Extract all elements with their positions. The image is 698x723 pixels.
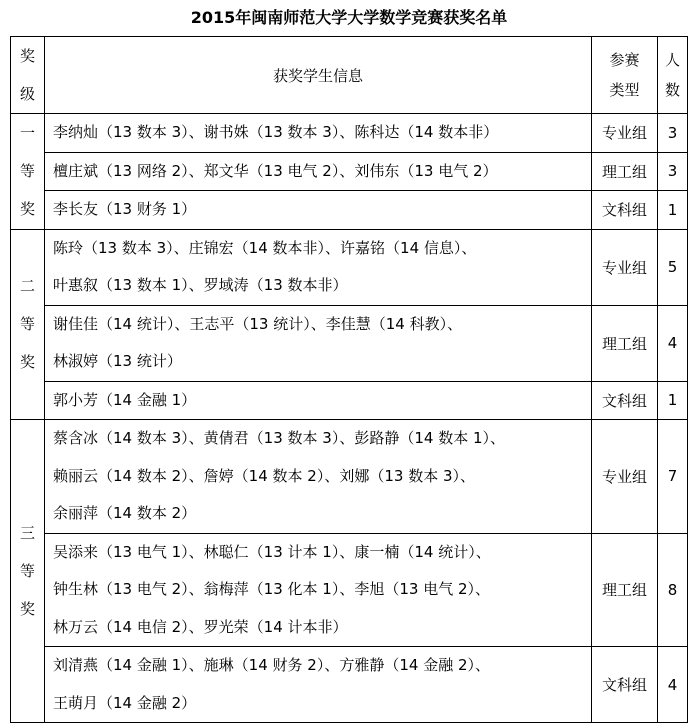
table-row bbox=[11, 305, 688, 381]
competition-type: 文科组 bbox=[592, 191, 658, 230]
winner-line: 钟生林（13 电气 2）、翁梅萍（13 化本 1）、李旭（13 电气 2）、 bbox=[53, 580, 491, 598]
table-row bbox=[11, 533, 688, 647]
winner-line: 林万云（14 电信 2）、罗光荣（14 计本非） bbox=[53, 617, 348, 636]
winner-count: 3 bbox=[658, 152, 688, 191]
award-level-char: 等 bbox=[19, 562, 35, 580]
award-level-char: 三 bbox=[19, 524, 35, 542]
winner-count: 1 bbox=[658, 381, 688, 420]
header-level-char: 奖 bbox=[19, 47, 35, 65]
award-level-char: 二 bbox=[19, 277, 35, 296]
table-row bbox=[11, 420, 688, 534]
winner-count: 1 bbox=[658, 191, 688, 230]
winner-names bbox=[45, 229, 592, 305]
header-count bbox=[658, 37, 688, 114]
competition-type: 文科组 bbox=[592, 381, 658, 420]
award-level-char: 奖 bbox=[19, 200, 35, 219]
competition-type: 理工组 bbox=[592, 305, 658, 381]
header-type-line: 参赛 bbox=[609, 51, 640, 69]
header-row bbox=[11, 37, 688, 114]
winner-count: 4 bbox=[658, 647, 688, 723]
award-level-char: 等 bbox=[19, 315, 35, 334]
table-row bbox=[11, 152, 688, 191]
winner-count: 7 bbox=[658, 420, 688, 534]
competition-type: 专业组 bbox=[592, 229, 658, 305]
winner-count: 8 bbox=[658, 533, 688, 647]
table-row bbox=[11, 191, 688, 230]
winner-line: 刘清燕（14 金融 1）、施琳（14 财务 2）、方雅静（14 金融 2）、 bbox=[53, 656, 491, 674]
winner-line: 蔡含冰（14 数本 3）、黄倩君（13 数本 3）、彭路静（14 数本 1）、 bbox=[53, 429, 506, 447]
award-level-char: 奖 bbox=[19, 600, 35, 618]
competition-type: 理工组 bbox=[592, 533, 658, 647]
winner-line: 叶惠叙（13 数本 1）、罗域涛（13 数本非） bbox=[53, 276, 348, 294]
winner-line: 王萌月（14 金融 2） bbox=[53, 693, 197, 712]
header-level-char: 级 bbox=[19, 85, 35, 103]
header-count-char: 数 bbox=[664, 81, 680, 99]
winner-names bbox=[45, 420, 592, 534]
table-row bbox=[11, 114, 688, 153]
winner-line: 林淑婷（13 统计） bbox=[53, 352, 182, 370]
competition-type: 专业组 bbox=[592, 420, 658, 534]
winner-count: 5 bbox=[658, 229, 688, 305]
header-type-line: 类型 bbox=[609, 81, 640, 99]
winner-line: 陈玲（13 数本 3）、庄锦宏（14 数本非）、许嘉铭（14 信息）、 bbox=[53, 238, 477, 257]
header-count-char: 人 bbox=[664, 51, 680, 69]
award-table bbox=[10, 36, 688, 723]
header-info: 获奖学生信息 bbox=[45, 37, 592, 114]
table-row bbox=[11, 229, 688, 305]
competition-type: 理工组 bbox=[592, 152, 658, 191]
winner-count: 3 bbox=[658, 114, 688, 153]
winner-line: 谢佳佳（14 统计）、王志平（13 统计）、李佳慧（14 科教）、 bbox=[53, 314, 463, 333]
table-row bbox=[11, 381, 688, 420]
winner-names bbox=[45, 647, 592, 723]
winner-names bbox=[45, 191, 592, 230]
winner-line: 赖丽云（14 数本 2）、詹婷（14 数本 2）、刘娜（13 数本 3）、 bbox=[53, 466, 476, 485]
page-title: 2015年闽南师范大学大学数学竞赛获奖名单 bbox=[190, 8, 508, 27]
award-level-char: 等 bbox=[19, 162, 35, 181]
competition-type: 文科组 bbox=[592, 647, 658, 723]
competition-type: 专业组 bbox=[592, 114, 658, 153]
award-level bbox=[11, 114, 45, 230]
winner-names bbox=[45, 305, 592, 381]
award-level-char: 一 bbox=[19, 124, 35, 143]
award-level bbox=[11, 420, 45, 723]
header-type bbox=[592, 37, 658, 114]
table-row bbox=[11, 647, 688, 723]
winner-names bbox=[45, 114, 592, 153]
winner-line: 吴添来（13 电气 1）、林聪仁（13 计本 1）、康一楠（14 统计）、 bbox=[53, 542, 491, 561]
award-level bbox=[11, 229, 45, 420]
winner-names bbox=[45, 381, 592, 420]
winner-line: 郭小芳（14 金融 1） bbox=[53, 390, 197, 409]
header-level bbox=[11, 37, 45, 114]
winner-line: 李长友（13 财务 1） bbox=[53, 200, 197, 218]
winner-names bbox=[45, 533, 592, 647]
winner-count: 4 bbox=[658, 305, 688, 381]
winner-line: 檀庄斌（13 网络 2）、郑文华（13 电气 2）、刘伟东（13 电气 2） bbox=[53, 161, 498, 180]
award-level-char: 奖 bbox=[19, 353, 35, 372]
winner-names bbox=[45, 152, 592, 191]
winner-line: 李纳灿（13 数本 3）、谢书姝（13 数本 3）、陈科达（14 数本非） bbox=[53, 123, 499, 141]
winner-line: 余丽萍（14 数本 2） bbox=[53, 504, 197, 522]
